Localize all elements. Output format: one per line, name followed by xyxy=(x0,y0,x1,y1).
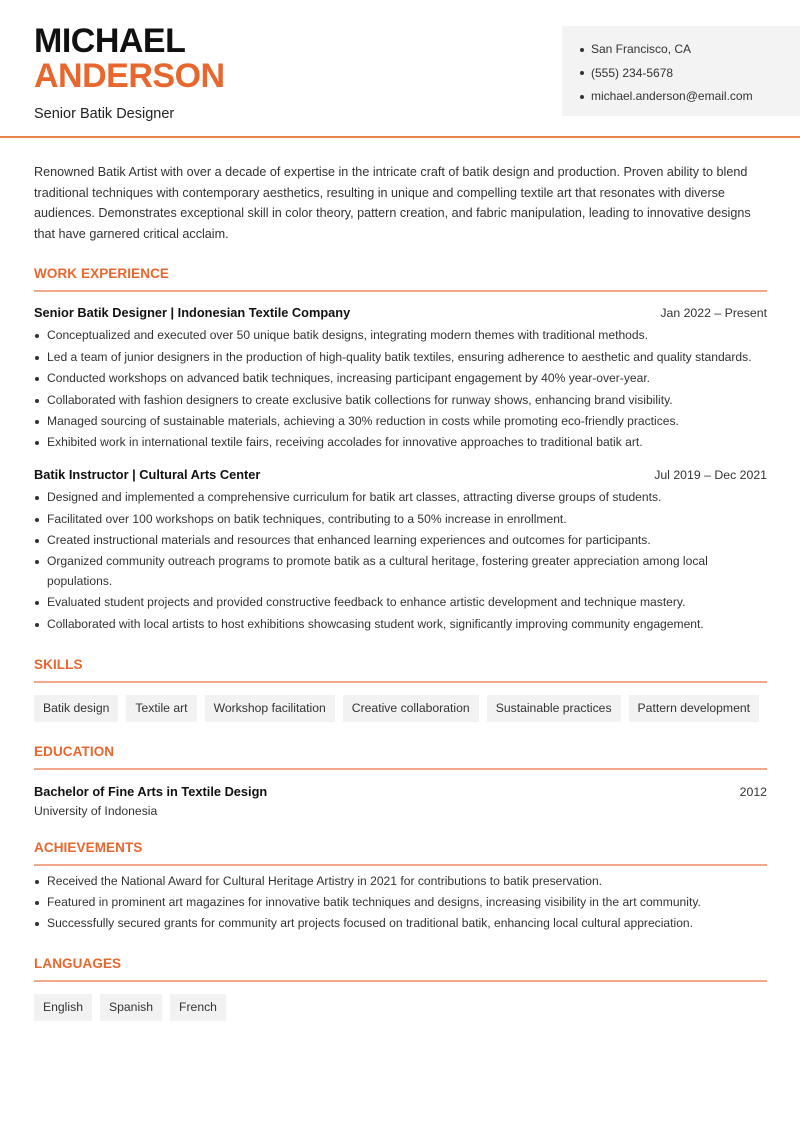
job-date: Jan 2022 – Present xyxy=(660,306,767,321)
name-block xyxy=(34,24,225,122)
bullet-item: Conceptualized and executed over 50 unique batik designs, integrating modern themes with traditional methods. xyxy=(34,326,767,346)
resume-header xyxy=(0,0,800,138)
bullet-item: Created instructional materials and resources that enhanced learning experiences and outcomes for participants. xyxy=(34,531,767,551)
degree: Bachelor of Fine Arts in Textile Design xyxy=(34,783,268,799)
contact-phone xyxy=(580,62,800,86)
bullet-item: Facilitated over 100 workshops on batik techniques, contributing to a 50% increase in enrollment. xyxy=(34,510,767,530)
skill-tag: Pattern development xyxy=(629,695,759,722)
summary: Renowned Batik Artist with over a decade of expertise in the intricate craft of batik design and production. Proven ability to blend traditional techniques with contemporary aesthetics, resulting in unique and compelling textile art that resonates with diverse audiences. Demonstrates exceptional skill in color theory, pattern creation, and fabric manipulation, leading to innovative designs that have garnered critical acclaim. xyxy=(34,165,751,241)
email-text: michael.anderson@email.com xyxy=(591,89,753,103)
section-title-achievements: ACHIEVEMENTS xyxy=(34,840,767,866)
section-title-languages: LANGUAGES xyxy=(34,956,767,982)
bullet-item: Conducted workshops on advanced batik techniques, increasing participant engagement by 40% year-over-year. xyxy=(34,369,767,389)
section-title-education: EDUCATION xyxy=(34,744,767,770)
skill-tag: Sustainable practices xyxy=(487,695,621,722)
skill-tag: Creative collaboration xyxy=(343,695,479,722)
graduation-year: 2012 xyxy=(739,784,767,799)
skills-section xyxy=(34,657,767,722)
achievement-item: Successfully secured grants for community art projects focused on traditional batik, enhancing local cultural appreciation. xyxy=(34,914,767,934)
phone-text: (555) 234-5678 xyxy=(591,65,674,80)
bullet-item: Managed sourcing of sustainable materials, achieving a 30% reduction in costs while promoting eco-friendly practices. xyxy=(34,412,767,432)
section-title-skills: SKILLS xyxy=(34,657,767,683)
job-role: Batik Instructor | Cultural Arts Center xyxy=(34,467,261,483)
language-tags xyxy=(34,994,767,1021)
contact-email xyxy=(580,85,800,109)
contact-box xyxy=(562,26,800,116)
education-entry xyxy=(34,784,767,818)
bullet-item: Exhibited work in international textile fairs, receiving accolades for innovative approaches to traditional batik art. xyxy=(34,433,767,453)
education-header xyxy=(34,784,767,799)
contact-location xyxy=(580,38,800,62)
first-name: MICHAEL xyxy=(34,22,186,60)
job-role: Senior Batik Designer | Indonesian Textile Company xyxy=(34,305,351,321)
work-experience-section xyxy=(34,266,767,634)
section-title-work: WORK EXPERIENCE xyxy=(34,266,767,292)
bullet-item: Collaborated with fashion designers to create exclusive batik collections for runway shows, enhancing brand visibility. xyxy=(34,391,767,411)
job-entry xyxy=(34,305,767,453)
job-entry xyxy=(34,467,767,635)
skill-tag: Workshop facilitation xyxy=(205,695,335,722)
job-date: Jul 2019 – Dec 2021 xyxy=(654,468,767,483)
achievement-item: Featured in prominent art magazines for innovative batik techniques and designs, increasing visibility in the art community. xyxy=(34,893,767,913)
language-tag: French xyxy=(170,994,226,1021)
bullet-icon xyxy=(580,71,584,75)
achievements-section xyxy=(34,840,767,935)
location-text: San Francisco, CA xyxy=(591,42,692,56)
job-title: Senior Batik Designer xyxy=(34,106,175,122)
skill-tag: Batik design xyxy=(34,695,118,722)
achievements-list xyxy=(34,872,767,935)
school-name: University of Indonesia xyxy=(34,803,158,818)
last-name: ANDERSON xyxy=(34,57,225,95)
language-tag: English xyxy=(34,994,92,1021)
bullet-item: Collaborated with local artists to host exhibitions showcasing student work, significantly improving community engagement. xyxy=(34,615,767,635)
language-tag: Spanish xyxy=(100,994,162,1021)
bullet-item: Organized community outreach programs to promote batik as a cultural heritage, fostering greater appreciation among local populations. xyxy=(34,552,767,592)
job-header xyxy=(34,467,767,482)
skills-tags xyxy=(34,695,767,722)
bullet-item: Evaluated student projects and provided constructive feedback to enhance artistic development and technique mastery. xyxy=(34,593,767,613)
job-header xyxy=(34,305,767,320)
bullet-icon xyxy=(580,48,584,52)
resume-body xyxy=(34,162,767,1021)
achievement-item: Received the National Award for Cultural Heritage Artistry in 2021 for contributions to batik preservation. xyxy=(34,872,767,892)
bullet-item: Led a team of junior designers in the production of high-quality batik textiles, ensuring adherence to aesthetic and quality standards. xyxy=(34,348,767,368)
job-bullets xyxy=(34,326,767,453)
languages-section xyxy=(34,956,767,1021)
education-section xyxy=(34,744,767,818)
job-bullets xyxy=(34,488,767,635)
bullet-icon xyxy=(580,95,584,99)
bullet-item: Designed and implemented a comprehensive curriculum for batik art classes, attracting diverse groups of students. xyxy=(34,488,767,508)
skill-tag: Textile art xyxy=(126,695,196,722)
